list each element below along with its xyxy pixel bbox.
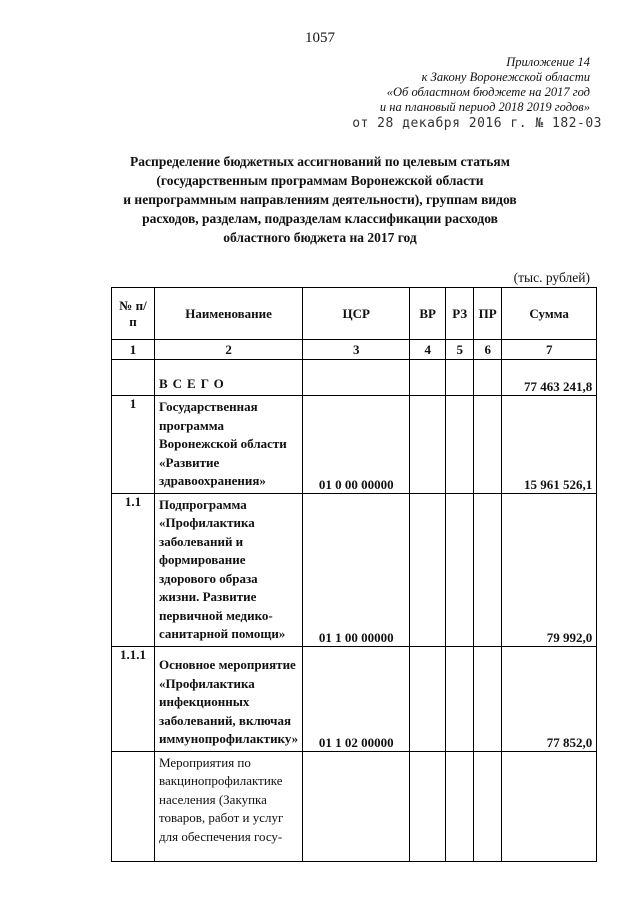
title-line: (государственным программам Воронежской области bbox=[156, 173, 484, 188]
budget-table bbox=[111, 287, 597, 862]
row-name: Государственная программа Воронежской области «Развитие здравоохранения» bbox=[155, 396, 303, 494]
header-row bbox=[112, 288, 597, 340]
column-number: 6 bbox=[474, 340, 502, 360]
header-pr: ПР bbox=[474, 288, 502, 340]
row-sum: 15 961 526,1 bbox=[502, 396, 597, 494]
header-idx: № п/п bbox=[112, 288, 155, 340]
column-number: 1 bbox=[112, 340, 155, 360]
row-name: Подпрограмма «Профилактика заболеваний и формирование здорового образа жизни. Развитие первичной медико-санитарной помощи» bbox=[155, 493, 303, 646]
header-csr: ЦСР bbox=[303, 288, 410, 340]
row-rz bbox=[446, 646, 474, 751]
table-row bbox=[112, 751, 597, 861]
row-pr bbox=[474, 493, 502, 646]
row-sum bbox=[502, 751, 597, 861]
header-vr: ВР bbox=[410, 288, 446, 340]
row-pr bbox=[474, 396, 502, 494]
row-sum: 77 852,0 bbox=[502, 646, 597, 751]
row-rz bbox=[446, 751, 474, 861]
row-idx: 1.1 bbox=[112, 493, 155, 646]
decree-stamp: от 28 декабря 2016 г. № 182-03 bbox=[352, 116, 602, 131]
header-name: Наименование bbox=[155, 288, 303, 340]
row-csr: 01 1 00 00000 bbox=[303, 493, 410, 646]
column-number: 3 bbox=[303, 340, 410, 360]
appendix-line: к Закону Воронежской области bbox=[421, 70, 590, 84]
column-number: 4 bbox=[410, 340, 446, 360]
row-rz bbox=[446, 493, 474, 646]
appendix-line: и на плановый период 2018 2019 годов» bbox=[379, 100, 590, 114]
row-rz bbox=[446, 360, 474, 396]
row-sum: 77 463 241,8 bbox=[502, 360, 597, 396]
title-line: областного бюджета на 2017 год bbox=[223, 230, 417, 245]
row-name: Мероприятия по вакцинопрофилактике населения (Закупка товаров, работ и услуг для обеспечения госу- bbox=[155, 751, 303, 861]
table-row bbox=[112, 396, 597, 494]
row-vr bbox=[410, 396, 446, 494]
header-rz: РЗ bbox=[446, 288, 474, 340]
row-csr: 01 1 02 00000 bbox=[303, 646, 410, 751]
table-row bbox=[112, 646, 597, 751]
header-sum: Сумма bbox=[502, 288, 597, 340]
row-vr bbox=[410, 646, 446, 751]
row-idx bbox=[112, 751, 155, 861]
row-pr bbox=[474, 751, 502, 861]
row-name: ВСЕГО bbox=[155, 360, 303, 396]
row-csr bbox=[303, 360, 410, 396]
row-pr bbox=[474, 646, 502, 751]
row-rz bbox=[446, 396, 474, 494]
row-idx bbox=[112, 360, 155, 396]
appendix-line: Приложение 14 bbox=[506, 55, 590, 69]
title-line: и непрограммным направлениям деятельности), группам видов bbox=[123, 192, 517, 207]
document-title bbox=[80, 152, 560, 247]
row-sum: 79 992,0 bbox=[502, 493, 597, 646]
column-number: 7 bbox=[502, 340, 597, 360]
row-pr bbox=[474, 360, 502, 396]
column-number: 5 bbox=[446, 340, 474, 360]
row-vr bbox=[410, 493, 446, 646]
row-csr: 01 0 00 00000 bbox=[303, 396, 410, 494]
column-number: 2 bbox=[155, 340, 303, 360]
appendix-line: «Об областном бюджете на 2017 год bbox=[386, 85, 590, 99]
column-number-row bbox=[112, 340, 597, 360]
row-idx: 1 bbox=[112, 396, 155, 494]
units-label: (тыс. рублей) bbox=[513, 270, 590, 285]
table-row bbox=[112, 360, 597, 396]
title-line: расходов, разделам, подразделам классификации расходов bbox=[142, 211, 498, 226]
row-vr bbox=[410, 751, 446, 861]
table-row bbox=[112, 493, 597, 646]
row-csr bbox=[303, 751, 410, 861]
row-idx: 1.1.1 bbox=[112, 646, 155, 751]
row-name: Основное мероприятие «Профилактика инфекционных заболеваний, включая иммунопрофилактику» bbox=[155, 646, 303, 751]
title-line: Распределение бюджетных ассигнований по целевым статьям bbox=[130, 154, 510, 169]
page-number: 1057 bbox=[305, 30, 335, 46]
row-vr bbox=[410, 360, 446, 396]
appendix-note bbox=[380, 55, 590, 115]
